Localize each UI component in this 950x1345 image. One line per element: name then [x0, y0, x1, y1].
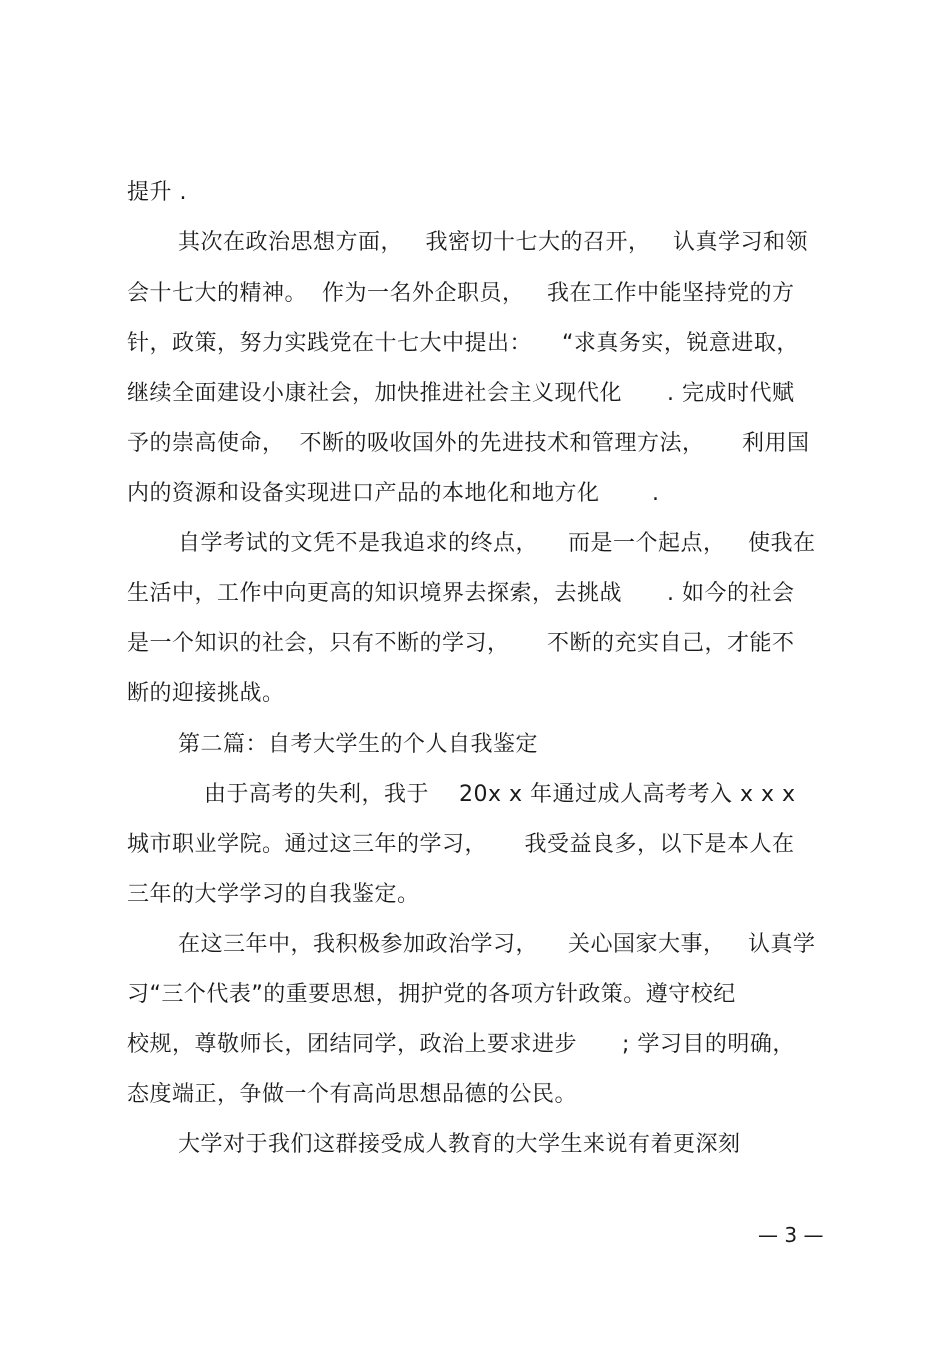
- paragraph-study-line-1: 在这三年中，我积极参加政治学习， 关心国家大事， 认真学: [178, 932, 816, 957]
- paragraph-politics-line-2: 会十七大的精神。 作为一名外企职员， 我在工作中能坚持党的方: [127, 281, 795, 306]
- paragraph-politics-line-3: 针，政策，努力实践党在十七大中提出： “求真务实，锐意进取，: [127, 331, 799, 356]
- paragraph-university-line-1: 大学对于我们这群接受成人教育的大学生来说有着更深刻: [178, 1132, 741, 1157]
- paragraph-politics-line-6: 内的资源和设备实现进口产品的本地化和地方化 .: [127, 481, 660, 506]
- paragraph-diploma-line-3: 是一个知识的社会，只有不断的学习， 不断的充实自己，才能不: [127, 631, 795, 656]
- paragraph-politics-line-1: 其次在政治思想方面， 我密切十七大的召开， 认真学习和领: [178, 230, 808, 255]
- paragraph-diploma-line-1: 自学考试的文凭不是我追求的终点， 而是一个起点， 使我在: [178, 531, 816, 556]
- paragraph-study-line-3: 校规，尊敬师长，团结同学，政治上要求进步 ; 学习目的明确，: [127, 1032, 795, 1057]
- paragraph-politics-line-5: 予的崇高使命， 不断的吸收国外的先进技术和管理方法， 利用国: [127, 431, 810, 456]
- page-number: — 3 —: [758, 1223, 824, 1247]
- text-line-1: 提升 .: [127, 180, 187, 205]
- paragraph-study-line-4: 态度端正，争做一个有高尚思想品德的公民。: [127, 1082, 578, 1107]
- paragraph-diploma-line-4: 断的迎接挑战。: [127, 681, 285, 706]
- paragraph-intro-line-3: 三年的大学学习的自我鉴定。: [127, 882, 420, 907]
- paragraph-politics-line-4: 继续全面建设小康社会，加快推进社会主义现代化 . 完成时代赋: [127, 381, 795, 406]
- section-heading: 第二篇：自考大学生的个人自我鉴定: [178, 732, 539, 757]
- paragraph-diploma-line-2: 生活中，工作中向更高的知识境界去探索，去挑战 . 如今的社会: [127, 581, 795, 606]
- paragraph-study-line-2: 习“三个代表”的重要思想，拥护党的各项方针政策。遵守校纪: [127, 982, 736, 1007]
- paragraph-intro-line-1: 由于高考的失利，我于 20x x 年通过成人高考考入 x x x: [204, 782, 796, 807]
- paragraph-intro-line-2: 城市职业学院。通过这三年的学习， 我受益良多，以下是本人在: [127, 832, 795, 857]
